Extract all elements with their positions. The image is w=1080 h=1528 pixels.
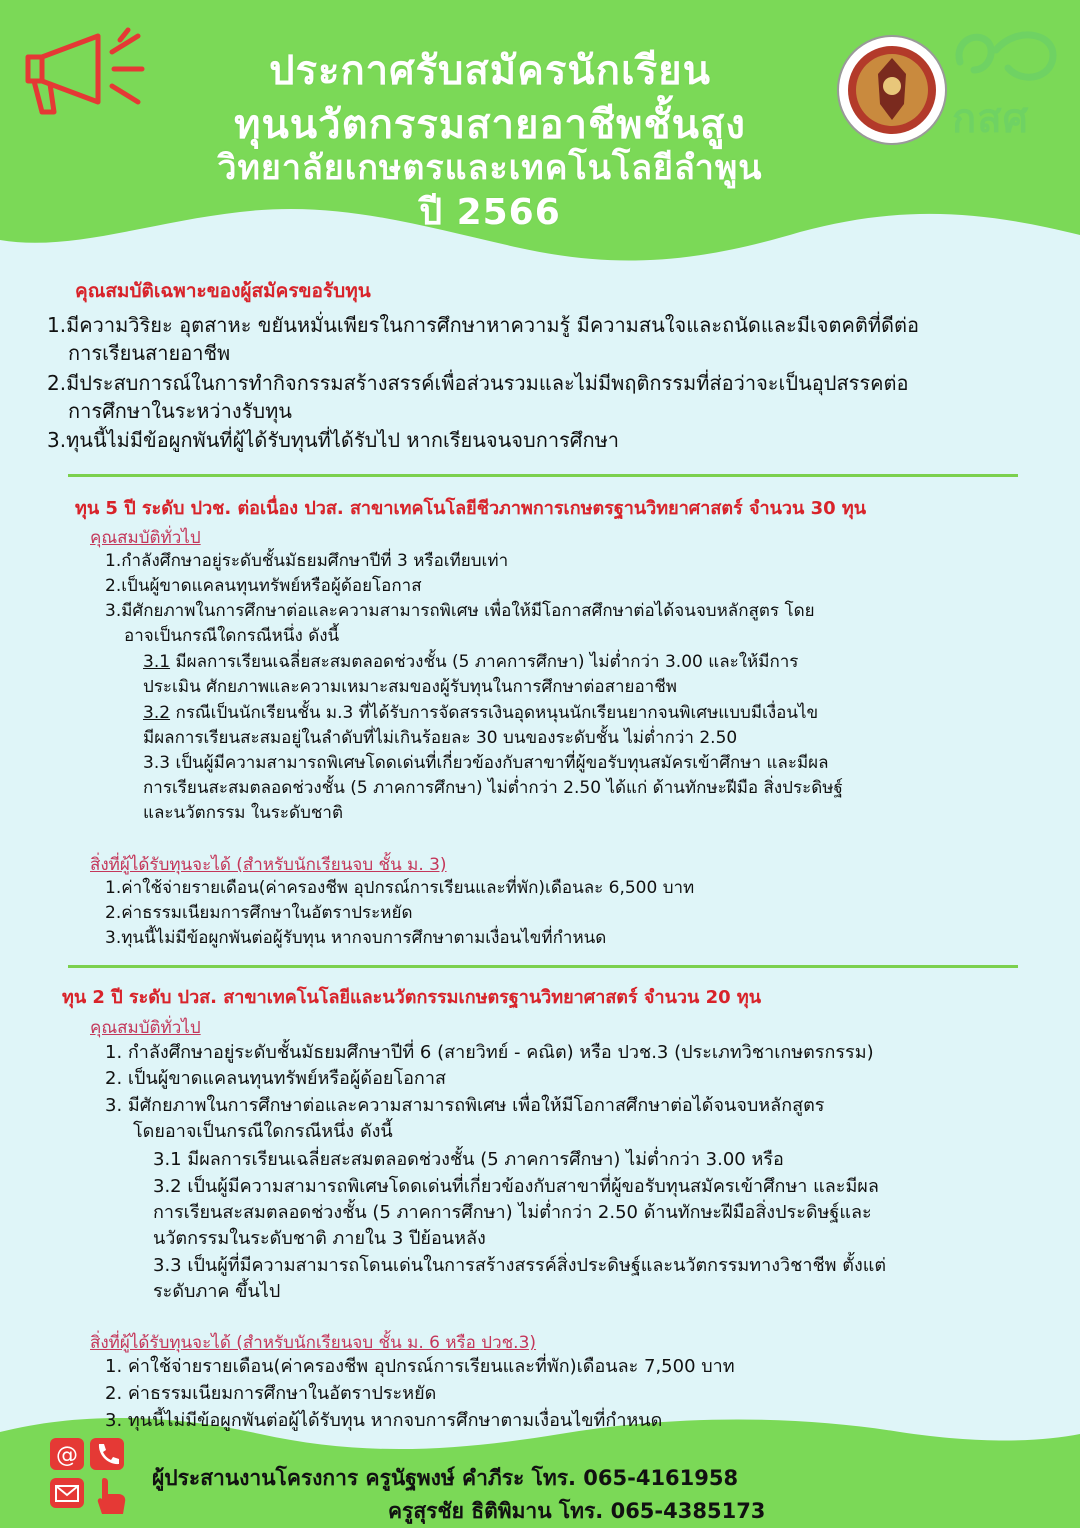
s2-general-1: 1. กำลังศึกษาอยู่ระดับชั้นมัธยมศึกษาปีที่ 6 (สายวิทย์ - คณิต) หรือ ปวช.3 (ประเภทวิชาเกษตรกรรม) [105,1042,874,1063]
title-line-3: วิทยาลัยเกษตรและเทคโนโลยีลำพูน [217,148,763,188]
s2-sub-3-2-line3: นวัตกรรมในระดับชาติ ภายใน 3 ปีย้อนหลัง [153,1228,486,1249]
s2-general-2: 2. เป็นผู้ขาดแคลนทุนทรัพย์หรือผู้ด้อยโอกาส [105,1068,446,1089]
phone-icon [90,1438,124,1470]
s5-sub-3-1-line2: ประเมิน ศักยภาพและความเหมาะสมของผู้รับทุนในการศึกษาต่อสายอาชีพ [143,677,677,697]
section-divider-2 [68,965,1018,968]
specific-item-2-line1: 2.มีประสบการณ์ในการทำกิจกรรมสร้างสรรค์เพื่อส่วนรวมและไม่มีพฤติกรรมที่ส่อว่าจะเป็นอุปสรรคต่อ [47,371,909,395]
s5-sub-3-3-line1: 3.3 เป็นผู้มีความสามารถพิเศษโดดเด่นที่เกี่ยวข้องกับสาขาที่ผู้ขอรับทุนสมัครเข้าศึกษา และมีผล [143,753,829,773]
s2-benefit-3: 3. ทุนนี้ไม่มีข้อผูกพันต่อผู้ได้รับทุน หากจบการศึกษาตามเงื่อนไขที่กำหนด [105,1410,663,1431]
s2-sub-3-3-line2: ระดับภาค ขึ้นไป [153,1281,281,1302]
s5-benefit-1: 1.ค่าใช้จ่ายรายเดือน(ค่าครองชีพ อุปกรณ์การเรียนและที่พัก)เดือนละ 6,500 บาท [105,878,695,898]
s2-sub-3-1: 3.1 มีผลการเรียนเฉลี่ยสะสมตลอดช่วงชั้น (5 ภาคการศึกษา) ไม่ต่ำกว่า 3.00 หรือ [153,1149,784,1170]
s5-sub-3-3-line3: และนวัตกรรม ในระดับชาติ [143,803,344,823]
s5-sub-3-3-line2: การเรียนสะสมตลอดช่วงชั้น (5 ภาคการศึกษา) ไม่ต่ำกว่า 2.50 ได้แก่ ด้านทักษะฝีมือ สิ่งประดิษฐ์ [143,778,843,798]
hand-pointer-icon [92,1474,130,1518]
specific-item-2-line2: การศึกษาในระหว่างรับทุน [68,399,292,423]
s5-benefit-3: 3.ทุนนี้ไม่มีข้อผูกพันต่อผู้รับทุน หากจบการศึกษาตามเงื่อนไขที่กำหนด [105,928,607,948]
s2-sub-3-3-line1: 3.3 เป็นผู้ที่มีความสามารถโดนเด่นในการสร้างสรรค์สิ่งประดิษฐ์และนวัตกรรมทางวิชาชีพ ตั้งแต่ [153,1255,887,1276]
specific-item-1-line1: 1.มีความวิริยะ อุตสาหะ ขยันหมั่นเพียรในการศึกษาหาความรู้ มีความสนใจและถนัดและมีเจตคติที่ดีต่อ [47,313,920,337]
scholarship5-heading: ทุน 5 ปี ระดับ ปวช. ต่อเนื่อง ปวส. สาขาเทคโนโลยีชีวภาพการเกษตรฐานวิทยาศาสตร์ จำนวน 30 ทุน [75,498,867,519]
specific-qualifications-heading: คุณสมบัติเฉพาะของผู้สมัครขอรับทุน [75,280,371,302]
s2-general-3-line2: โดยอาจเป็นกรณีใดกรณีหนึ่ง ดังนี้ [133,1121,393,1142]
s5-general-2: 2.เป็นผู้ขาดแคลนทุนทรัพย์หรือผู้ด้อยโอกาส [105,576,422,596]
title-line-4: ปี 2566 [419,192,561,233]
s5-sub-3-2-number: 3.2 [143,703,171,723]
scholarship5-benefits-label: สิ่งที่ผู้ได้รับทุนจะได้ (สำหรับนักเรียนจบ ชั้น ม. 3) [90,855,447,875]
svg-text:@: @ [56,1443,78,1468]
section-divider-1 [68,474,1018,477]
title-line-2: ทุนนวัตกรรมสายอาชีพชั้นสูง [234,102,746,148]
s5-general-3-line1: 3.มีศักยภาพในการศึกษาต่อและความสามารถพิเศษ เพื่อให้มีโอกาสศึกษาต่อได้จนจบหลักสูตร โดย [105,601,815,621]
s2-general-3-line1: 3. มีศักยภาพในการศึกษาต่อและความสามารถพิเศษ เพื่อให้มีโอกาสศึกษาต่อได้จนจบหลักสูตร [105,1095,825,1116]
at-sign-icon [50,1438,84,1470]
scholarship5-general-label: คุณสมบัติทั่วไป [90,528,201,548]
scholarship2-general-label: คุณสมบัติทั่วไป [90,1018,201,1038]
s5-sub-3-1-text: มีผลการเรียนเฉลี่ยสะสมตลอดช่วงชั้น (5 ภาคการศึกษา) ไม่ต่ำกว่า 3.00 และให้มีการ [170,652,799,672]
megaphone-icon [20,22,145,117]
s5-sub-3-1-line1 [143,650,798,675]
scholarship2-benefits-label: สิ่งที่ผู้ได้รับทุนจะได้ (สำหรับนักเรียนจบ ชั้น ม. 6 หรือ ปวช.3) [90,1333,537,1353]
scholarship2-heading: ทุน 2 ปี ระดับ ปวส. สาขาเทคโนโลยีและนวัตกรรมเกษตรฐานวิทยาศาสตร์ จำนวน 20 ทุน [62,987,762,1008]
contact-line-1: ผู้ประสานงานโครงการ ครูนัฐพงษ์ คำภีระ โทร. 065-4161958 [152,1466,739,1490]
s5-general-1: 1.กำลังศึกษาอยู่ระดับชั้นมัธยมศึกษาปีที่ 3 หรือเทียบเท่า [105,551,509,571]
s2-benefit-1: 1. ค่าใช้จ่ายรายเดือน(ค่าครองชีพ อุปกรณ์การเรียนและที่พัก)เดือนละ 7,500 บาท [105,1356,735,1377]
s2-benefit-2: 2. ค่าธรรมเนียมการศึกษาในอัตราประหยัด [105,1383,437,1404]
s5-sub-3-2-line1 [143,701,818,726]
s5-sub-3-1-number: 3.1 [143,652,171,672]
s2-sub-3-2-line1: 3.2 เป็นผู้มีความสามารถพิเศษโดดเด่นที่เกี่ยวข้องกับสาขาที่ผู้ขอรับทุนสมัครเข้าศึกษา และมีผล [153,1176,879,1197]
contact-line-2: ครูสุรชัย ธิติพิมาน โทร. 065-4385173 [388,1499,766,1523]
title-line-1: ประกาศรับสมัครนักเรียน [269,48,711,94]
specific-item-1-line2: การเรียนสายอาชีพ [68,341,231,365]
eef-brand-text: กสศ [952,96,1030,142]
s2-sub-3-2-line2: การเรียนสะสมตลอดช่วงชั้น (5 ภาคการศึกษา) ไม่ต่ำกว่า 2.50 ด้านทักษะฝีมือสิ่งประดิษฐ์และ [153,1202,872,1223]
specific-item-3: 3.ทุนนี้ไม่มีข้อผูกพันที่ผู้ได้รับทุนที่ได้รับไป หากเรียนจนจบการศึกษา [47,428,620,452]
s5-general-3-line2: อาจเป็นกรณีใดกรณีหนึ่ง ดังนี้ [124,626,340,646]
s5-sub-3-2-line2: มีผลการเรียนสะสมอยู่ในลำดับที่ไม่เกินร้อยละ 30 บนของระดับชั้น ไม่ต่ำกว่า 2.50 [143,728,738,748]
s5-benefit-2: 2.ค่าธรรมเนียมการศึกษาในอัตราประหยัด [105,903,413,923]
s5-sub-3-2-text: กรณีเป็นนักเรียนชั้น ม.3 ที่ได้รับการจัดสรรเงินอุดหนุนนักเรียนยากจนพิเศษแบบมีเงื่อนไข [170,703,819,723]
college-seal-logo [836,34,948,146]
email-icon [50,1478,84,1508]
